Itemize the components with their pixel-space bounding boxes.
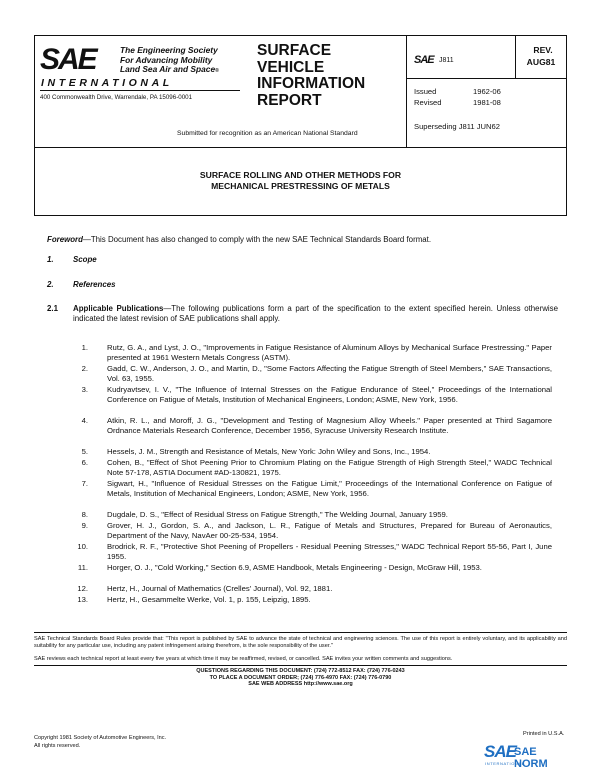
reference-number: 4. — [81, 416, 88, 425]
norm-logo-mark: SAE — [484, 742, 516, 761]
section-2-number: 2. — [47, 280, 54, 289]
superseding-note: Superseding J811 JUN62 — [414, 122, 500, 131]
norm-logo-sub: INTERNATIONAL — [485, 761, 525, 766]
report-type-title — [257, 43, 365, 109]
issued-value: 1962-06 — [473, 87, 501, 96]
society-line-3: Land Sea Air and Space — [120, 64, 216, 74]
section-2-1-number: 2.1 — [47, 304, 58, 313]
reference-text: Grover, H. J., Gordon, S. A., and Jackson, L. R., Fatigue of Metals and Structures, Prepared for Bureau of Aeronautics, Department of the Navy, NavAer 00-25-534, 1954. — [107, 521, 552, 540]
document-title — [34, 170, 567, 192]
reference-number: 7. — [81, 479, 88, 488]
doc-sae-logo: SAE — [414, 54, 434, 66]
intl-rule — [40, 90, 240, 91]
applicable-text: —The following publications form a part of the specification to the extent specified herein. Unless otherwise indicated the latest revision of SAE publications shall apply. — [73, 304, 558, 323]
reference-text: Rutz, G. A., and Lyst, J. O., "Improvements in Fatigue Resistance of Aluminum Alloys by Mechanical Surface Prestressing." Paper presented at 1961 Western Metals Congress (ASTM). — [107, 343, 552, 362]
reference-number: 10. — [77, 542, 88, 551]
report-title-line: VEHICLE — [257, 58, 325, 76]
reference-number: 8. — [81, 510, 88, 519]
reference-text: Gadd, C. W., Anderson, J. O., and Martin, D., "Some Factors Affecting the Fatigue Strength of Steel Members," SAE Transactions, Vol. 63, 1955. — [107, 364, 552, 383]
section-2-title: References — [73, 280, 116, 289]
header-border-bottom — [34, 147, 567, 148]
printed-in: Printed in U.S.A. — [523, 731, 565, 737]
section-1-number: 1. — [47, 255, 54, 264]
doc-number: J811 — [439, 57, 454, 64]
reference-number: 9. — [81, 521, 88, 530]
reference-number: 3. — [81, 385, 88, 394]
registered-mark: ® — [215, 68, 219, 74]
reference-text: Sigwart, H., "Influence of Residual Stresses on the Fatigue Limit," Proceedings of the International Conference on Fatigue of Metals, Institution of Mechanical Engineers, London; ASME, New York, 1956. — [107, 479, 552, 498]
reference-number: 13. — [77, 595, 88, 604]
reference-text: Kudryavtsev, I. V., "The Influence of Internal Stresses on the Fatigue Endurance of Steel," Proceedings of the International Conference on Fatigue of Metals, Institution of Mechanical Engineers, London; ASME, New York, 1956. — [107, 385, 552, 404]
reference-text: Dugdale, D. S., "Effect of Residual Stress on Fatigue Strength," The Welding Journal, January 1959. — [107, 510, 448, 519]
reference-number: 5. — [81, 447, 88, 456]
international-label: INTERNATIONAL — [41, 77, 173, 89]
foreword — [47, 235, 557, 245]
reference-number: 12. — [77, 584, 88, 593]
document-title-line: MECHANICAL PRESTRESSING OF METALS — [211, 181, 390, 191]
reference-number: 1. — [81, 343, 88, 352]
address: 400 Commonwealth Drive, Warrendale, PA 15096-0001 — [40, 94, 193, 101]
society-line-1: The Engineering Society — [120, 45, 218, 55]
copyright: Copyright 1981 Society of Automotive Engineers, Inc. — [34, 735, 167, 741]
docnum-underline — [406, 78, 566, 79]
foreword-text: —This Document has also changed to comply with the new SAE Technical Standards Board format. — [82, 235, 432, 244]
reference-text: Hertz, H., Gesammelte Werke, Vol. 1, p. 155, Leipzig, 1895. — [107, 595, 311, 604]
header-border-top — [34, 35, 567, 36]
reference-text: Atkin, R. L., and Moroff, J. G., "Development and Testing of Magnesium Alloy Wheels." Paper presented at Third Sagamore Ordnance Materials Research Conference, December 1956, Syracuse University Research Institute. — [107, 416, 552, 435]
sae-logo: SAE — [40, 43, 96, 76]
review-notice: SAE reviews each technical report at least every five years at which time it may be reaffirmed, revised, or cancelled. SAE invites your written comments and suggestions. — [34, 656, 453, 662]
report-title-line: REPORT — [257, 91, 322, 109]
document-title-line: SURFACE ROLLING AND OTHER METHODS FOR — [199, 170, 402, 180]
applicable-publications — [73, 304, 558, 324]
rev-date: AUG81 — [526, 57, 556, 67]
reference-number: 2. — [81, 364, 88, 373]
report-title-line: INFORMATION — [257, 75, 366, 92]
contact-block — [34, 668, 567, 688]
society-line-2: For Advancing Mobility — [120, 54, 213, 65]
submitted-note: Submitted for recognition as an American National Standard — [177, 130, 358, 137]
tsb-notice: SAE Technical Standards Board Rules provide that: "This report is published by SAE to advance the state of technical and engineering sciences. The use of this report is entirely voluntary, and its applicability and suitability for any particular use, including any patent infringement arising therefrom, is the sole responsibility of the user." — [34, 636, 567, 649]
applicable-label: Applicable Publications — [73, 304, 164, 313]
reference-list — [77, 343, 563, 633]
reference-text: Horger, O. J., "Cold Working," Section 6.9, ASME Handbook, Metals Engineering - Design, McGraw Hill, 1953. — [107, 563, 482, 572]
foreword-label: Foreword — [47, 235, 83, 244]
reference-text: Hessels, J. M., Strength and Resistance of Metals, New York: John Wiley and Sons, Inc., 1954. — [107, 447, 431, 456]
rev-divider — [515, 35, 516, 78]
rev-label: REV. — [533, 45, 553, 55]
header-divider — [406, 35, 407, 147]
footer-rule-2 — [34, 665, 567, 666]
reference-text: Cohen, B., "Effect of Shot Peening Prior to Chromium Plating on the Fatigue Strength of High Strength Steel," WADC Technical Note 57-178, ASTIA Document #AD-130821, 1975. — [107, 458, 552, 477]
norm-logo-text: SAE NORM — [514, 746, 548, 770]
revised-label: Revised — [414, 98, 442, 107]
section-1-title: Scope — [73, 255, 97, 264]
title-box-bottom — [34, 215, 567, 216]
web-address[interactable]: SAE WEB ADDRESS http://www.sae.org — [248, 681, 353, 688]
reference-number: 11. — [77, 563, 88, 572]
report-title-line: SURFACE — [257, 42, 332, 59]
issued-label: Issued — [414, 87, 437, 96]
revised-value: 1981-08 — [473, 98, 501, 107]
society-text — [120, 46, 219, 77]
reference-text: Brodrick, R. F., "Protective Shot Peening of Propellers - Residual Peening Stresses," WADC Technical Report 55-56, Part I, June 1955. — [107, 542, 552, 561]
reference-number: 6. — [81, 458, 88, 467]
rights: All rights reserved. — [34, 743, 81, 749]
order-line: TO PLACE A DOCUMENT ORDER; (724) 776-4970 FAX: (724) 776-0790 — [209, 674, 392, 681]
reference-text: Hertz, H., Journal of Mathematics (Crelles' Journal), Vol. 92, 1881. — [107, 584, 333, 593]
footer-rule — [34, 632, 567, 633]
sae-norm-logo — [484, 742, 566, 768]
questions-line: QUESTIONS REGARDING THIS DOCUMENT: (724) 772-8512 FAX: (724) 776-0243 — [196, 668, 405, 674]
